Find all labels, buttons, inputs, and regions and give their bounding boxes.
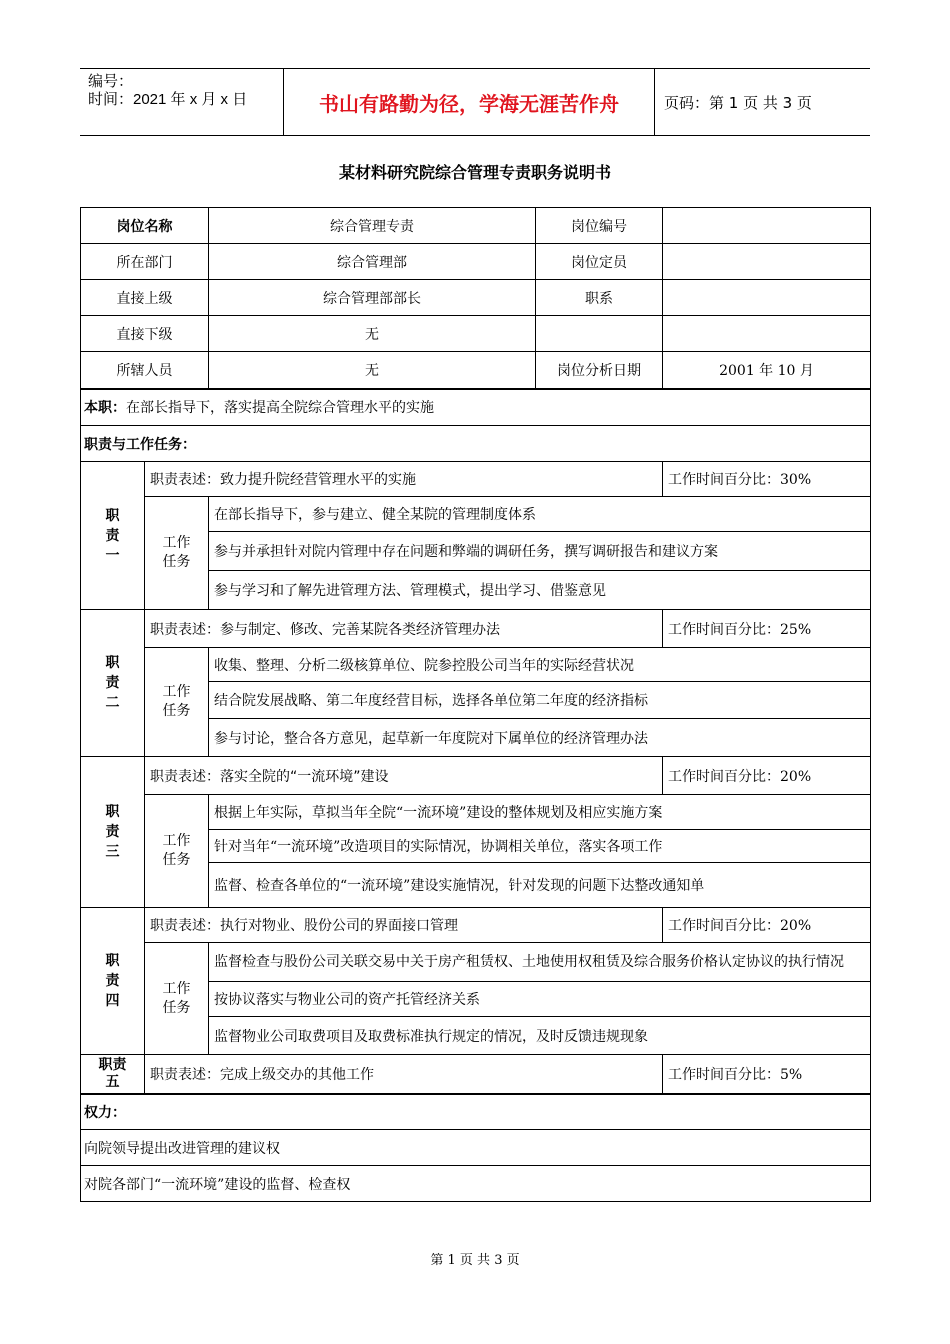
header-meta xyxy=(88,73,247,109)
basic-label xyxy=(536,316,663,352)
job-description-table xyxy=(80,207,871,1202)
task-item: 在部长指导下，参与建立、健全某院的管理制度体系 xyxy=(209,497,871,532)
task-label xyxy=(145,648,209,757)
duty-1-desc: 职责表述：致力提升院经营管理水平的实施 xyxy=(145,462,663,497)
task-item: 根据上年实际，草拟当年全院“一流环境”建设的整体规划及相应实施方案 xyxy=(209,795,871,830)
duty-label xyxy=(81,1055,145,1094)
duty-label xyxy=(81,908,145,1055)
duty-2-desc: 职责表述：参与制定、修改、完善某院各类经济管理办法 xyxy=(145,610,663,648)
rights-item: 向院领导提出改进管理的建议权 xyxy=(81,1130,871,1166)
task-row xyxy=(81,648,871,682)
duties-header: 职责与工作任务： xyxy=(81,426,871,462)
duty-1-pct xyxy=(663,462,871,497)
header-page-label: 页码：第 1 页 共 3 页 xyxy=(664,93,812,112)
basic-value xyxy=(663,316,871,352)
pct-value: 20% xyxy=(780,918,812,934)
task-item: 结合院发展战略、第二年度经营目标，选择各单位第二年度的经济指标 xyxy=(209,682,871,719)
basic-label: 岗位名称 xyxy=(81,208,209,244)
duty-desc-row xyxy=(81,1055,871,1094)
basic-label: 所在部门 xyxy=(81,244,209,280)
basic-label: 直接下级 xyxy=(81,316,209,352)
basic-label: 岗位编号 xyxy=(536,208,663,244)
task-label xyxy=(145,943,209,1055)
duty-4-pct xyxy=(663,908,871,943)
task-item: 针对当年“一流环境”改造项目的实际情况，协调相关单位，落实各项工作 xyxy=(209,830,871,863)
duty-desc-row xyxy=(81,908,871,943)
duty-2-label: 职 责 二 xyxy=(105,655,120,711)
task-item: 参与学习和了解先进管理方法、管理模式，提出学习、借鉴意见 xyxy=(209,571,871,610)
basic-value: 综合管理部 xyxy=(209,244,536,280)
duty-label xyxy=(81,462,145,610)
pct-value: 20% xyxy=(780,768,812,785)
basic-row xyxy=(81,352,871,389)
pct-label: 工作时间百分比： xyxy=(668,621,780,638)
rights-row xyxy=(81,1130,871,1166)
basic-row xyxy=(81,208,871,244)
task-label-text: 工作 任务 xyxy=(162,980,191,1016)
task-row xyxy=(81,943,871,982)
basic-row xyxy=(81,244,871,280)
basic-row xyxy=(81,280,871,316)
task-item: 监督物业公司取费项目及取费标准执行规定的情况，及时反馈违规现象 xyxy=(209,1017,871,1055)
summary-text: 在部长指导下，落实提高全院综合管理水平的实施 xyxy=(126,400,434,417)
duties-header-row xyxy=(81,426,871,462)
rights-header: 权力： xyxy=(81,1094,871,1130)
pct-value: 5% xyxy=(780,1066,803,1083)
basic-value xyxy=(663,244,871,280)
task-item: 收集、整理、分析二级核算单位、院参控股公司当年的实际经营状况 xyxy=(209,648,871,682)
pct-label: 工作时间百分比： xyxy=(668,918,780,934)
basic-value: 综合管理专责 xyxy=(209,208,536,244)
pct-value: 30% xyxy=(780,472,812,488)
pct-label: 工作时间百分比： xyxy=(668,472,780,488)
header-motto: 书山有路勤为径，学海无涯苦作舟 xyxy=(283,69,655,135)
pct-label: 工作时间百分比： xyxy=(668,1066,780,1083)
duty-5-desc: 职责表述：完成上级交办的其他工作 xyxy=(145,1055,663,1094)
basic-value: 综合管理部部长 xyxy=(209,280,536,316)
task-item: 按协议落实与物业公司的资产托管经济关系 xyxy=(209,982,871,1017)
basic-label: 岗位定员 xyxy=(536,244,663,280)
duty-5-label: 职责 五 xyxy=(98,1056,127,1090)
basic-row xyxy=(81,316,871,352)
task-item: 参与并承担针对院内管理中存在问题和弊端的调研任务，撰写调研报告和建议方案 xyxy=(209,532,871,571)
task-label xyxy=(145,795,209,908)
duty-label xyxy=(81,757,145,908)
summary-cell xyxy=(81,389,871,426)
rights-row xyxy=(81,1166,871,1202)
number-label: 编号： xyxy=(88,73,134,90)
duty-3-desc: 职责表述：落实全院的“一流环境”建设 xyxy=(145,757,663,795)
basic-value xyxy=(663,280,871,316)
duty-3-label: 职 责 三 xyxy=(105,804,120,860)
pct-value: 25% xyxy=(780,621,812,638)
task-row xyxy=(81,795,871,830)
task-label-text: 工作 任务 xyxy=(162,684,191,719)
duty-3-pct xyxy=(663,757,871,795)
duty-4-desc: 职责表述：执行对物业、股份公司的界面接口管理 xyxy=(145,908,663,943)
basic-label: 所辖人员 xyxy=(81,352,209,389)
basic-label: 岗位分析日期 xyxy=(536,352,663,389)
basic-value: 无 xyxy=(209,352,536,389)
duty-1-label: 职 责 一 xyxy=(105,507,120,564)
duty-4-label: 职 责 四 xyxy=(105,953,120,1009)
page-footer: 第 1 页 共 3 页 xyxy=(430,1253,520,1268)
basic-value xyxy=(663,208,871,244)
basic-label: 直接上级 xyxy=(81,280,209,316)
duty-desc-row xyxy=(81,610,871,648)
rights-header-row xyxy=(81,1094,871,1130)
task-label-text: 工作 任务 xyxy=(162,535,191,570)
duty-desc-row xyxy=(81,757,871,795)
basic-value: 2001 年 10 月 xyxy=(663,352,871,389)
document-title: 某材料研究院综合管理专责职务说明书 xyxy=(338,163,611,182)
page-header xyxy=(80,68,870,136)
task-label-text: 工作 任务 xyxy=(162,833,191,868)
duty-desc-row xyxy=(81,462,871,497)
rights-item: 对院各部门“一流环境”建设的监督、检查权 xyxy=(81,1166,871,1202)
duty-5-pct xyxy=(663,1055,871,1094)
basic-label: 职系 xyxy=(536,280,663,316)
summary-row xyxy=(81,389,871,426)
task-row xyxy=(81,497,871,532)
duty-2-pct xyxy=(663,610,871,648)
task-item: 监督检查与股份公司关联交易中关于房产租赁权、土地使用权租赁及综合服务价格认定协议的执行情况 xyxy=(209,943,871,982)
task-item: 监督、检查各单位的“一流环境”建设实施情况，针对发现的问题下达整改通知单 xyxy=(209,863,871,908)
duty-label xyxy=(81,610,145,757)
summary-label: 本职： xyxy=(84,400,126,417)
task-item: 参与讨论，整合各方意见，起草新一年度院对下属单位的经济管理办法 xyxy=(209,719,871,757)
basic-value: 无 xyxy=(209,316,536,352)
time-label: 时间：2021 年 x 月 x 日 xyxy=(88,91,248,108)
task-label xyxy=(145,497,209,610)
pct-label: 工作时间百分比： xyxy=(668,768,780,785)
